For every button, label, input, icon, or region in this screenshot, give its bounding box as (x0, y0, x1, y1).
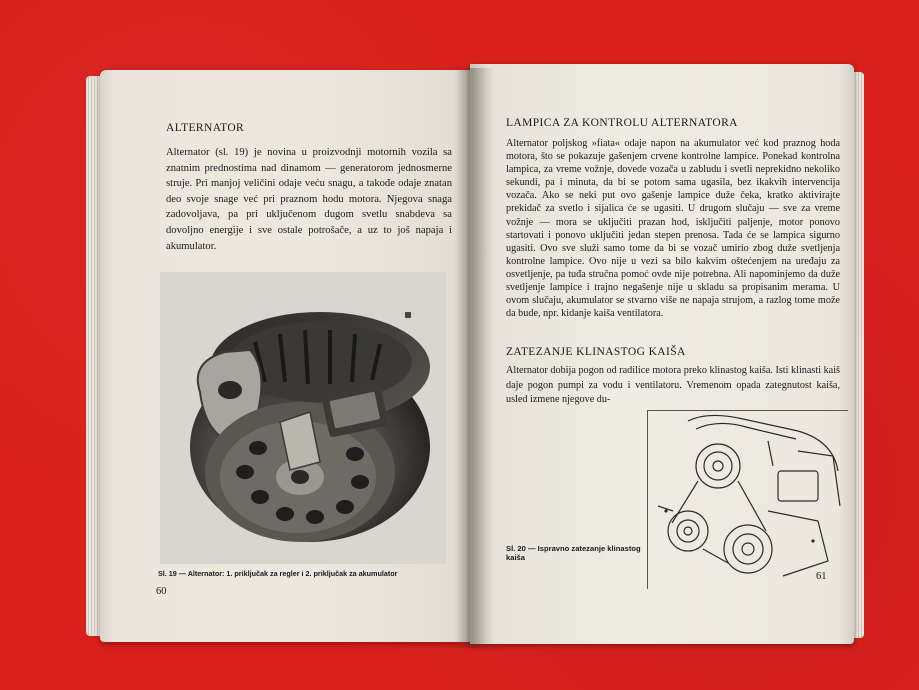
zatezanje-paragraph: Alternator dobija pogon od radilice motora preko klinastog kaiša. Isti klinasti kaiš daje pogon pumpi za vodu i ventilatoru. Vremenom opada zategnutost kaiša, usled izmene njegove du- (506, 365, 840, 405)
open-book (86, 58, 864, 652)
section-heading-lampica: LAMPICA ZA KONTROLU ALTERNATORA (506, 117, 738, 129)
page-number-60: 60 (156, 586, 167, 597)
alternator-paragraph: Alternator (sl. 19) je novina u proizvodnji motornih vozila sa znatnim prednostima nad dinamom — generatorom jednosmerne struje. Pri manjoj veličini odaje veću snagu, a takođe odaje znatan deo svoje snage već pri praznom hodu motora. Njegova snaga zadovoljava, pa pri uključenom dugom svetlu snabdeva sa dovoljno energije i sve ostale potrošače, a uz to još napaja i akumulator. (166, 147, 452, 252)
figure-20-caption: Sl. 20 — Ispravno zatezanje klinastog kaiša (506, 544, 641, 562)
left-page (100, 70, 472, 642)
alternator-image (160, 272, 446, 564)
lampica-paragraph: Alternator poljskog »fiata« odaje napon na akumulator već kod praznog hoda motora, što se pokazuje gašenjem crvene kontrolne lampice. Ponekad kontrolna lampica, za vreme vožnje, dovede vozača u zabludu i svetli neprekidno nekoliko sekundi, pa i minuta, da bi se potom sama ugasila, bez ikakvih intervencija vozača. Ako se neki put ovo gašenje lampice duže čeka, kratko aktivirajte prekidač za svetlo i sijalica će se ugasiti. U drugom slučaju — sve za vreme vožnje — mora se uključiti prazan hod, isključiti paljenje, motor ponovo startovati i ponovo uključiti jedan stepen prenosa. Tada će se lampica sigurno ugasiti. Ovo sve služi samo tome da bi se vozač umirio zbog duže svetljenja kontrolne lampice. Ovo nije u vezi sa bilo kakvim oštećenjem na uređaju za osvetljenje, pa tuđa stručna pomoć ovde nije potrebna. Ali napominjemo da duže svetljenje lampice i trajno negašenje nije u skladu sa propisanim merama. U ovom slučaju, akumulator se stvarno više ne napaja strujom, a razlog tome može da bude, npr. kidanje kaiša ventilatora. (506, 138, 840, 320)
belt-tension-diagram (647, 410, 848, 589)
page-number-61: 61 (816, 571, 827, 582)
section-heading-zatezanje: ZATEZANJE KLINASTOG KAIŠA (506, 346, 686, 358)
belt-diagram-drawing (648, 411, 848, 589)
alternator-photo (160, 272, 446, 564)
right-page (470, 64, 854, 644)
figure-19-caption: Sl. 19 — Alternator: 1. priključak za regler i 2. priključak za akumulator (158, 569, 398, 578)
section-heading-alternator: ALTERNATOR (166, 122, 245, 134)
